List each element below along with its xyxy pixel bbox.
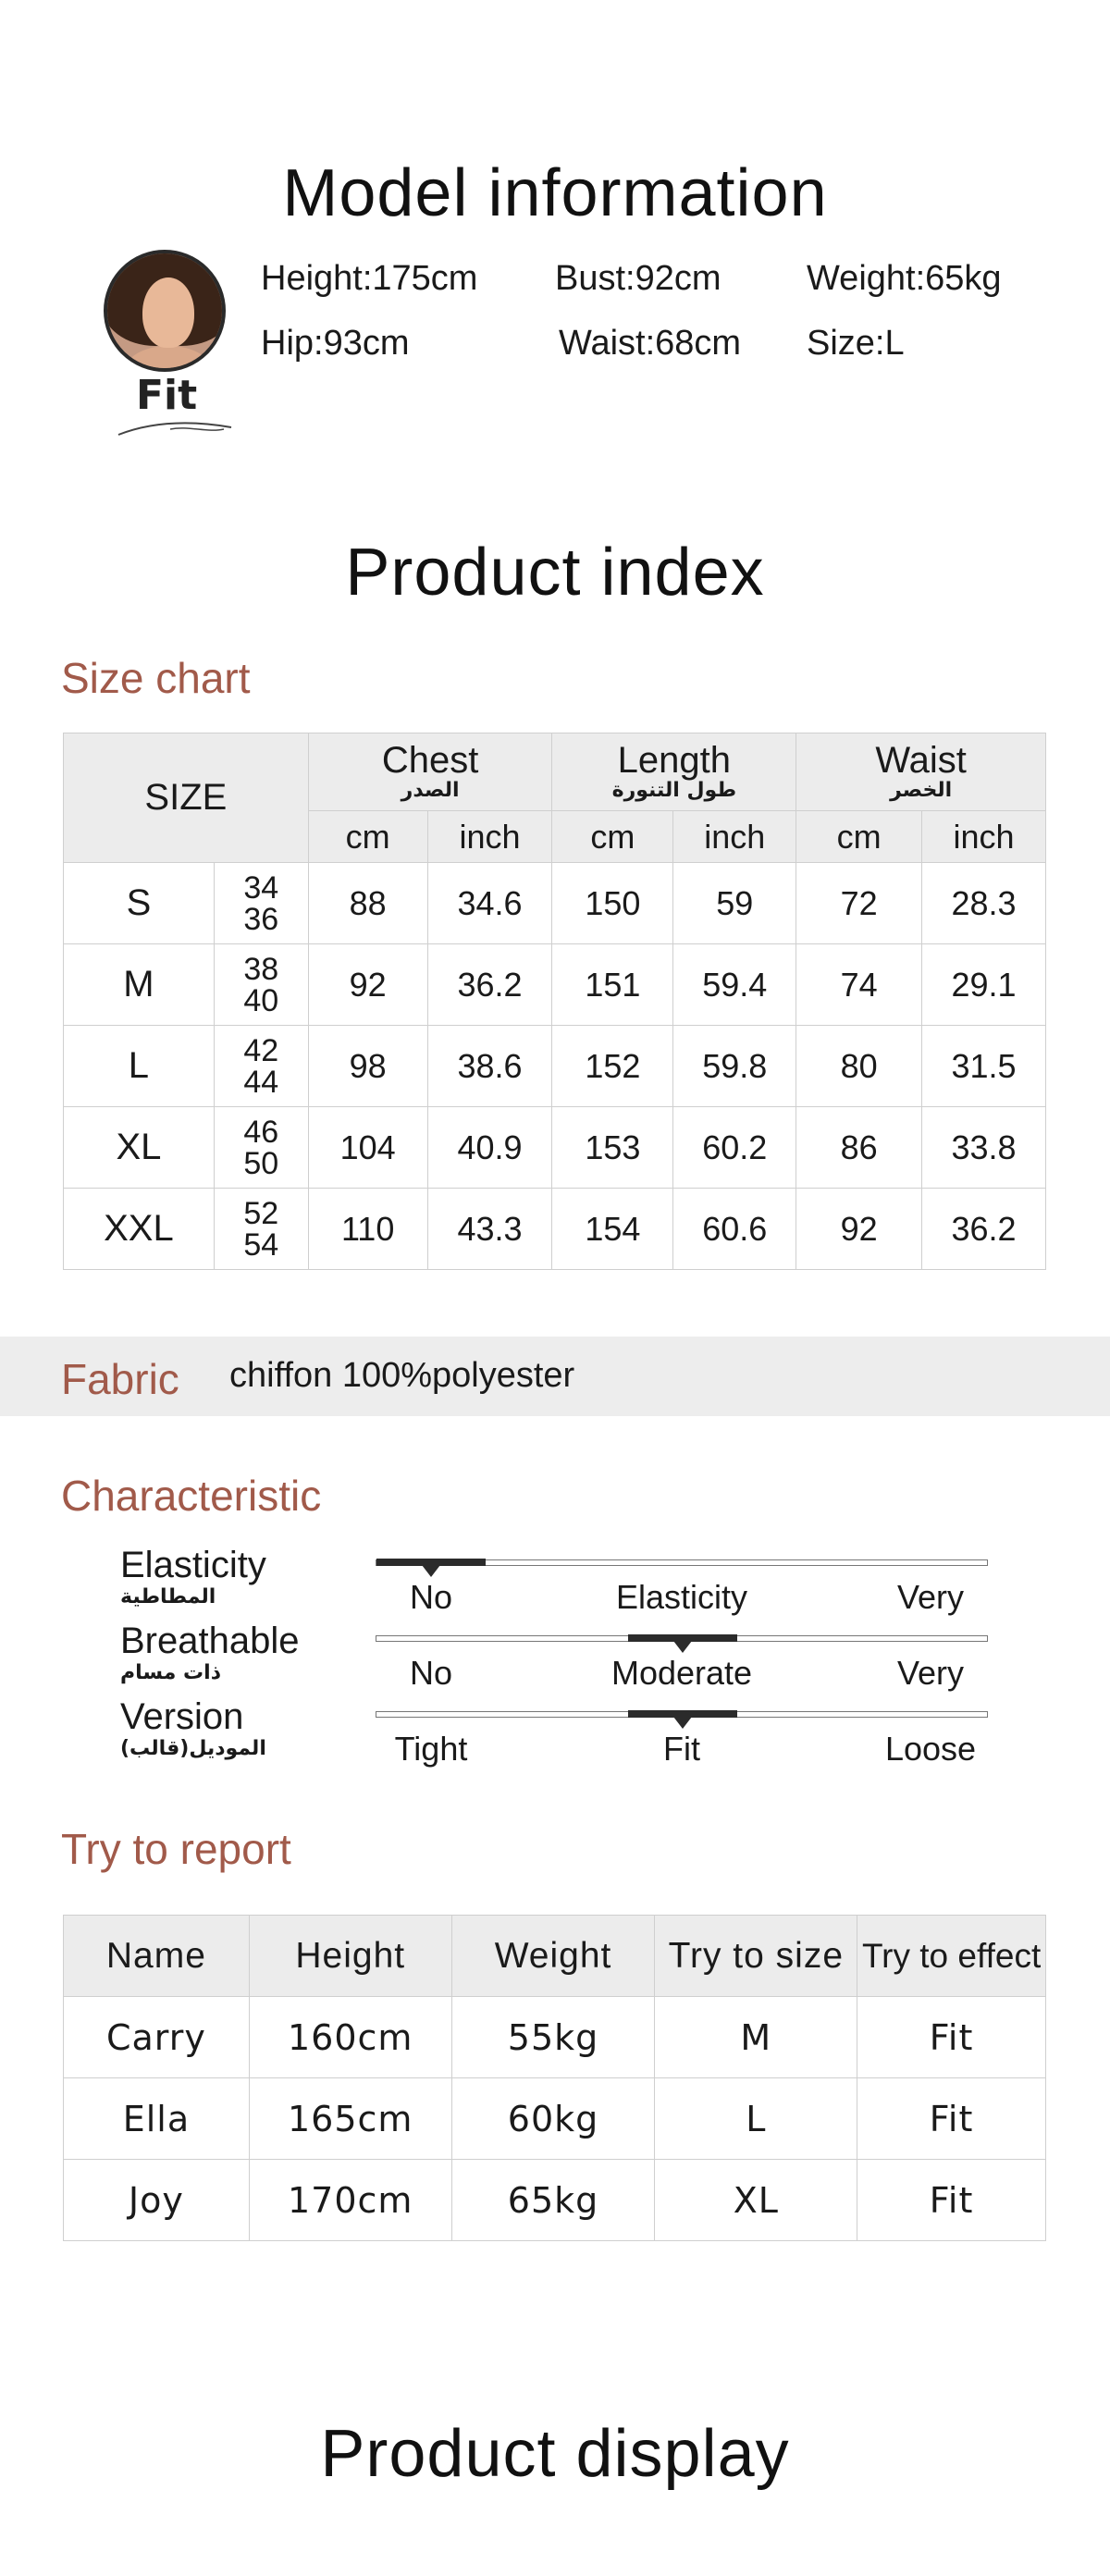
eu-size-cell: 42 44 <box>214 1026 308 1107</box>
table-cell: 33.8 <box>922 1107 1046 1189</box>
model-bust: Bust:92cm <box>555 259 722 298</box>
eu-size-cell: 34 36 <box>214 863 308 944</box>
table-cell: Fit <box>857 1997 1046 2078</box>
table-cell: 92 <box>796 1189 922 1270</box>
table-row <box>64 1189 1046 1270</box>
unit-header: cm <box>796 811 922 863</box>
table-cell: 55kg <box>451 1997 655 2078</box>
scale-middle-label: Elasticity <box>615 1578 748 1616</box>
table-cell: 151 <box>552 944 673 1026</box>
size-cell: XL <box>64 1107 215 1189</box>
table-cell: 40.9 <box>427 1107 552 1189</box>
size-cell: M <box>64 944 215 1026</box>
table-row <box>64 1107 1046 1189</box>
scale-left-label: No <box>409 1578 453 1616</box>
fit-logo: Fit <box>136 372 198 419</box>
table-row <box>64 2078 1046 2160</box>
characteristic-name: Breathable <box>120 1621 300 1661</box>
table-cell: 160cm <box>249 1997 451 2078</box>
characteristic-name: Elasticity <box>120 1545 266 1585</box>
size-chart-table <box>63 733 1046 1270</box>
unit-header: inch <box>922 811 1046 863</box>
table-cell: 38.6 <box>427 1026 552 1107</box>
size-chart-title: Size chart <box>61 654 251 702</box>
model-waist: Waist:68cm <box>559 324 742 363</box>
table-cell: M <box>655 1997 857 2078</box>
eu-size-cell: 46 50 <box>214 1107 308 1189</box>
table-cell: 65kg <box>451 2160 655 2241</box>
waist-header: Waist الخصر <box>796 733 1046 811</box>
table-cell: 60kg <box>451 2078 655 2160</box>
table-cell: 110 <box>308 1189 427 1270</box>
eu-size-cell: 38 40 <box>214 944 308 1026</box>
characteristic-scale <box>376 1635 988 1642</box>
scale-middle-label: Moderate <box>610 1654 753 1692</box>
chest-header: Chest الصدر <box>308 733 552 811</box>
scale-right-label: Very <box>896 1654 965 1692</box>
characteristic-title: Characteristic <box>61 1472 322 1520</box>
size-header: SIZE <box>64 733 309 863</box>
length-header: Length طول التنورة <box>552 733 796 811</box>
characteristic-row-version <box>0 1696 1110 1770</box>
characteristic-name: Version <box>120 1696 244 1737</box>
table-row <box>64 863 1046 944</box>
unit-header: inch <box>427 811 552 863</box>
table-cell: 154 <box>552 1189 673 1270</box>
scale-middle-label: Fit <box>663 1730 700 1768</box>
table-cell: 80 <box>796 1026 922 1107</box>
characteristic-pointer-icon <box>673 1717 692 1729</box>
table-row <box>64 1026 1046 1107</box>
table-cell: Ella <box>64 2078 250 2160</box>
product-display-title: Product display <box>320 2417 790 2491</box>
table-cell: 152 <box>552 1026 673 1107</box>
table-cell: 104 <box>308 1107 427 1189</box>
fabric-label: Fabric <box>61 1355 179 1403</box>
characteristic-scale <box>376 1559 988 1566</box>
table-cell: 43.3 <box>427 1189 552 1270</box>
table-cell: 165cm <box>249 2078 451 2160</box>
table-cell: 170cm <box>249 2160 451 2241</box>
table-cell: 60.2 <box>673 1107 796 1189</box>
model-weight: Weight:65kg <box>807 259 1002 298</box>
size-cell: S <box>64 863 215 944</box>
column-header: Try to size <box>655 1916 857 1997</box>
table-cell: 59.4 <box>673 944 796 1026</box>
table-cell: 98 <box>308 1026 427 1107</box>
table-cell: Joy <box>64 2160 250 2241</box>
model-hip: Hip:93cm <box>261 324 410 363</box>
table-cell: 86 <box>796 1107 922 1189</box>
column-header: Height <box>249 1916 451 1997</box>
table-cell: Carry <box>64 1997 250 2078</box>
size-cell: XXL <box>64 1189 215 1270</box>
table-cell: 72 <box>796 863 922 944</box>
fabric-value: chiffon 100%polyester <box>229 1356 575 1395</box>
characteristic-row-elasticity <box>0 1545 1110 1619</box>
size-cell: L <box>64 1026 215 1107</box>
table-cell: 31.5 <box>922 1026 1046 1107</box>
eu-size-cell: 52 54 <box>214 1189 308 1270</box>
table-cell: 29.1 <box>922 944 1046 1026</box>
table-cell: 59.8 <box>673 1026 796 1107</box>
scale-left-label: No <box>409 1654 453 1692</box>
unit-header: inch <box>673 811 796 863</box>
column-header: Try to effect <box>857 1916 1046 1997</box>
characteristic-name-ar: الموديل(قالب) <box>120 1737 266 1760</box>
table-cell: L <box>655 2078 857 2160</box>
table-cell: 28.3 <box>922 863 1046 944</box>
column-header: Weight <box>451 1916 655 1997</box>
table-cell: Fit <box>857 2160 1046 2241</box>
table-row <box>64 944 1046 1026</box>
product-index-title: Product index <box>345 536 765 610</box>
table-cell: 88 <box>308 863 427 944</box>
table-cell: 59 <box>673 863 796 944</box>
table-cell: Fit <box>857 2078 1046 2160</box>
model-avatar <box>104 250 226 372</box>
table-cell: XL <box>655 2160 857 2241</box>
characteristic-row-breathable <box>0 1621 1110 1695</box>
unit-header: cm <box>552 811 673 863</box>
table-cell: 60.6 <box>673 1189 796 1270</box>
table-cell: 92 <box>308 944 427 1026</box>
table-cell: 150 <box>552 863 673 944</box>
characteristic-name-ar: ذات مسام <box>120 1661 221 1684</box>
table-cell: 74 <box>796 944 922 1026</box>
scale-right-label: Very <box>896 1578 965 1616</box>
table-cell: 36.2 <box>922 1189 1046 1270</box>
table-row <box>64 2160 1046 2241</box>
model-height: Height:175cm <box>261 259 478 298</box>
model-size: Size:L <box>807 324 905 363</box>
scale-right-label: Loose <box>884 1730 977 1768</box>
column-header: Name <box>64 1916 250 1997</box>
characteristic-pointer-icon <box>673 1641 692 1653</box>
characteristic-name-ar: المطاطية <box>120 1585 216 1608</box>
try-report-title: Try to report <box>61 1825 291 1873</box>
table-cell: 36.2 <box>427 944 552 1026</box>
unit-header: cm <box>308 811 427 863</box>
table-row <box>64 1997 1046 2078</box>
table-header-row <box>64 1916 1046 1997</box>
scale-left-label: Tight <box>394 1730 468 1768</box>
table-cell: 153 <box>552 1107 673 1189</box>
model-info-title: Model information <box>282 156 828 230</box>
characteristic-scale <box>376 1711 988 1718</box>
try-report-table <box>63 1915 1046 2241</box>
table-cell: 34.6 <box>427 863 552 944</box>
fit-logo-swoosh-icon <box>115 416 235 438</box>
characteristic-pointer-icon <box>422 1565 440 1577</box>
